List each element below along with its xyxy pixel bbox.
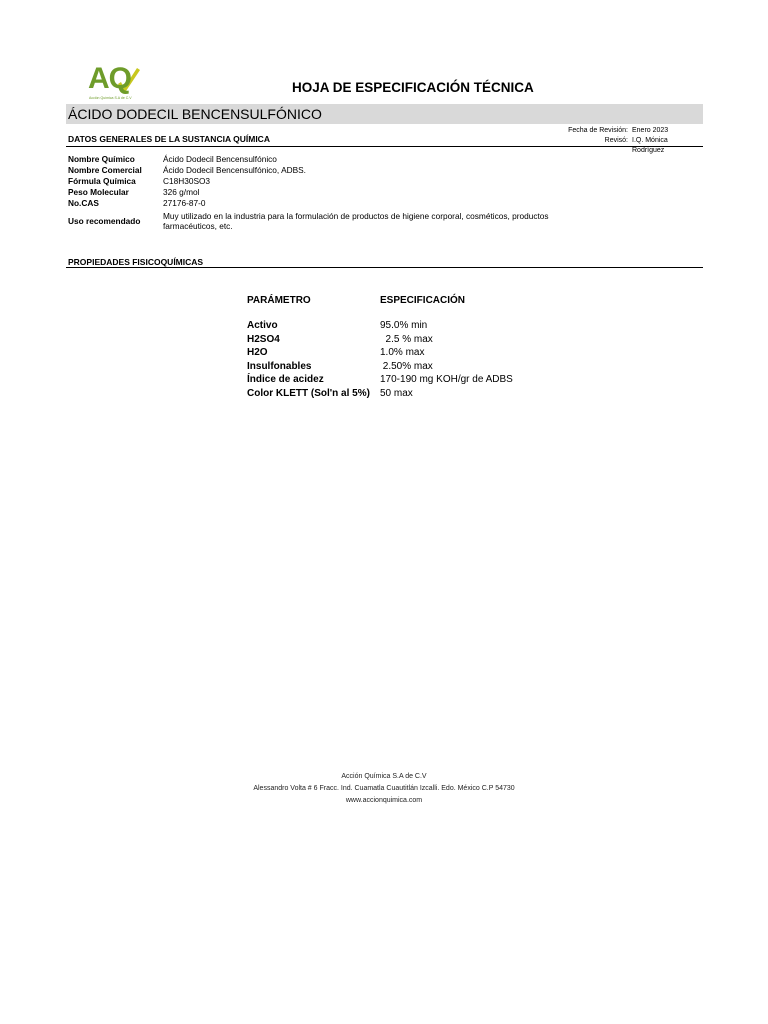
- spec-value: 1.0% max: [380, 347, 425, 359]
- spec-parameter: H2SO4: [247, 333, 280, 345]
- general-value: Ácido Dodecil Bencensulfónico, ADBS.: [163, 165, 306, 175]
- section-divider: [66, 146, 703, 147]
- product-name: ÁCIDO DODECIL BENCENSULFÓNICO: [68, 106, 322, 122]
- footer-website[interactable]: www.accionquimica.com: [345, 797, 423, 804]
- spec-parameter: Índice de acidez: [247, 374, 324, 386]
- spec-value: 170-190 mg KOH/gr de ADBS: [380, 374, 513, 386]
- reviewer-label: Revisó:: [604, 137, 628, 144]
- general-row: [68, 211, 588, 231]
- section-divider: [66, 267, 703, 268]
- general-row: [68, 165, 588, 176]
- general-value: C18H30SO3: [163, 176, 211, 186]
- page-footer: [0, 771, 768, 807]
- specification-header: ESPECIFICACIÓN: [380, 295, 466, 306]
- footer-address: Alessandro Volta # 6 Fracc. Ind. Cuamatla Cuautitlán Izcalli. Edo. México C.P 54730: [253, 785, 515, 792]
- document-title: HOJA DE ESPECIFICACIÓN TÉCNICA: [292, 80, 534, 95]
- section-properties-title: PROPIEDADES FISICOQUÍMICAS: [68, 257, 204, 267]
- logo-letters: AQ: [88, 62, 131, 95]
- spec-row: [247, 360, 513, 374]
- general-label: Uso recomendado: [68, 216, 141, 226]
- spec-row: [247, 387, 513, 401]
- spec-value: 2.5 % max: [380, 333, 433, 345]
- logo-subtitle: Acción Química S.A de C.V: [89, 96, 132, 100]
- spec-parameter: Insulfonables: [247, 360, 312, 372]
- general-value: Muy utilizado en la industria para la formulación de productos de higiene corporal, cosméticos, productos farmacéuticos, etc.: [163, 211, 549, 231]
- revision-block: [520, 126, 692, 156]
- general-label: Nombre Químico: [68, 154, 135, 164]
- section-general-title: DATOS GENERALES DE LA SUSTANCIA QUÍMICA: [68, 134, 270, 144]
- spec-parameter: Activo: [247, 320, 278, 331]
- spec-row: [247, 319, 513, 333]
- spec-row: [247, 333, 513, 347]
- general-value: 27176-87-0: [163, 198, 206, 208]
- revision-date-row: [520, 126, 692, 136]
- general-row: [68, 187, 588, 198]
- spec-value: 2.50% max: [380, 360, 433, 372]
- spec-parameter: Color KLETT (Sol'n al 5%): [247, 387, 370, 399]
- spec-value: 50 max: [380, 387, 413, 399]
- spec-row: [247, 373, 513, 387]
- general-row: [68, 154, 588, 165]
- parameter-header: PARÁMETRO: [247, 295, 311, 306]
- general-data-table: [68, 154, 588, 231]
- general-value: Ácido Dodecil Bencensulfónico: [163, 154, 277, 164]
- general-row: [68, 176, 588, 187]
- general-label: No.CAS: [68, 198, 99, 208]
- general-label: Fórmula Química: [68, 176, 136, 186]
- general-row: [68, 198, 588, 209]
- revision-date-value: Enero 2023: [632, 127, 669, 134]
- general-label: Peso Molecular: [68, 187, 129, 197]
- specification-table: [247, 319, 513, 401]
- spec-parameter: H2O: [247, 347, 268, 359]
- general-label: Nombre Comercial: [68, 165, 142, 175]
- footer-company: Acción Química S.A de C.V: [341, 773, 427, 780]
- spec-row: [247, 346, 513, 360]
- general-value: 326 g/mol: [163, 187, 200, 197]
- spec-value: 95.0% min: [380, 320, 428, 331]
- revision-date-label: Fecha de Revisión:: [568, 127, 628, 134]
- reviewer-value: I.Q. Mónica Rodríguez: [632, 137, 668, 154]
